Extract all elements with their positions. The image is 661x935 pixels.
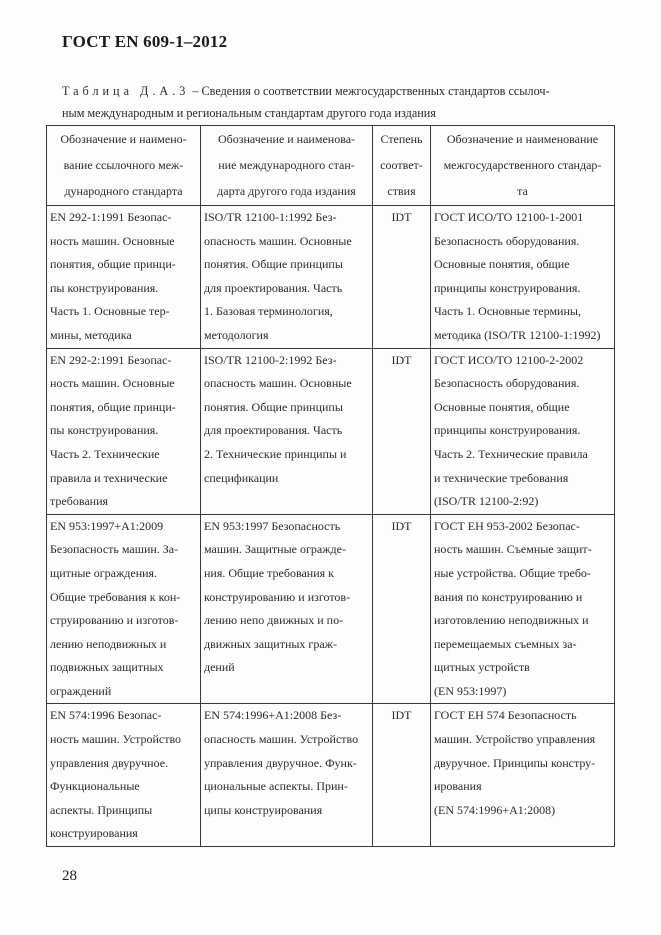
header-ref-standard: [47, 126, 201, 206]
cell-text-line: щитные ограждения.: [50, 565, 158, 580]
cell-text-line: методика (ISO/TR 12100-1:1992): [434, 327, 601, 342]
cell-text-line: ирования: [434, 779, 482, 794]
cell-text-line: машин. Устройство управления: [434, 732, 596, 747]
cell-text-line: методология: [204, 327, 269, 342]
cell-text-line: (EN 953:1997): [434, 683, 507, 698]
cell-text-line: ГОСТ ЕН 574 Безопасность: [434, 708, 577, 723]
cell-text-line: конструированию и изготов-: [204, 589, 351, 604]
table-row: [47, 206, 615, 349]
cell-text-line: ГОСТ ИСО/ТО 12100-2-2002: [434, 352, 584, 367]
cell-degree: IDT: [373, 704, 431, 847]
cell-text-line: Безопасность оборудования.: [434, 376, 580, 391]
cell-ref-standard: [47, 514, 201, 704]
cell-text-line: Часть 2. Технические: [50, 446, 160, 461]
cell-text-line: Степень: [380, 132, 423, 146]
cell-text-line: Функциональные: [50, 779, 140, 794]
cell-text-line: 2. Технические принципы и: [204, 446, 347, 461]
table-header-row: [47, 126, 615, 206]
cell-text-line: ные устройства. Общие требо-: [434, 565, 591, 580]
standards-table: [46, 125, 615, 847]
cell-ref-standard: [47, 348, 201, 514]
cell-text-line: дународного стандарта: [64, 184, 183, 198]
cell-text-line: пы конструирования.: [50, 423, 159, 438]
cell-text-line: опасность машин. Устройство: [204, 732, 359, 747]
cell-text-line: движных защитных граж-: [204, 636, 337, 651]
cell-text-line: изготовлению неподвижных и: [434, 613, 589, 628]
cell-text-line: мины, методика: [50, 327, 132, 342]
cell-text-line: струированию и изготов-: [50, 613, 179, 628]
cell-text-line: та: [517, 184, 528, 198]
cell-gost-standard: [431, 514, 615, 704]
cell-text-line: Основные понятия, общие: [434, 257, 570, 272]
table-caption-label: Таблица Д.А.3: [62, 84, 190, 98]
cell-text-line: EN 953:1997+A1:2009: [50, 518, 164, 533]
cell-text-line: принципы конструирования.: [434, 280, 581, 295]
cell-intl-standard: [201, 348, 373, 514]
cell-text-line: (EN 574:1996+A1:2008): [434, 802, 556, 817]
cell-text-line: понятия. Общие принципы: [204, 257, 343, 272]
cell-text-line: пы конструирования.: [50, 280, 159, 295]
cell-text-line: EN 292-2:1991 Безопас-: [50, 352, 172, 367]
cell-text-line: подвижных защитных: [50, 660, 164, 675]
cell-ref-standard: [47, 206, 201, 349]
cell-text-line: принципы конструирования.: [434, 423, 581, 438]
cell-text-line: опасность машин. Основные: [204, 233, 352, 248]
cell-text-line: ние международного стан-: [218, 158, 355, 172]
cell-text-line: Часть 1. Основные тер-: [50, 304, 170, 319]
cell-text-line: для проектирования. Часть: [204, 280, 343, 295]
cell-text-line: Обозначение и наименова-: [217, 132, 356, 146]
cell-text-line: ГОСТ ЕН 953-2002 Безопас-: [434, 518, 580, 533]
cell-text-line: Безопасность оборудования.: [434, 233, 580, 248]
cell-degree: IDT: [373, 206, 431, 349]
cell-text-line: ность машин. Устройство: [50, 732, 182, 747]
header-degree: [373, 126, 431, 206]
table-caption-line1: – Сведения о соответствии межгосударственных стандартов ссылоч-: [189, 84, 550, 98]
cell-text-line: EN 574:1996 Безопас-: [50, 708, 162, 723]
cell-intl-standard: [201, 206, 373, 349]
cell-gost-standard: [431, 348, 615, 514]
cell-text-line: опасность машин. Основные: [204, 376, 352, 391]
table-row: [47, 514, 615, 704]
cell-text-line: ния. Общие требования к: [204, 565, 334, 580]
cell-text-line: аспекты. Принципы: [50, 802, 153, 817]
cell-text-line: ность машин. Основные: [50, 376, 175, 391]
table-caption: [62, 80, 607, 124]
cell-text-line: двуручное. Принципы констру-: [434, 755, 596, 770]
document-title: ГОСТ EN 609-1–2012: [62, 32, 228, 51]
cell-text-line: Основные понятия, общие: [434, 399, 570, 414]
cell-text-line: (ISO/TR 12100-2:92): [434, 494, 539, 509]
cell-text-line: ность машин. Основные: [50, 233, 175, 248]
cell-text-line: EN 574:1996+A1:2008 Без-: [204, 708, 342, 723]
cell-intl-standard: [201, 514, 373, 704]
cell-text-line: спецификации: [204, 470, 279, 485]
cell-text-line: Часть 2. Технические правила: [434, 446, 588, 461]
cell-text-line: лению неподвижных и: [50, 636, 167, 651]
cell-text-line: лению непо движных и по-: [204, 613, 344, 628]
page-number: 28: [62, 868, 77, 884]
cell-ref-standard: [47, 704, 201, 847]
cell-text-line: требования: [50, 494, 109, 509]
cell-text-line: вание ссылочного меж-: [63, 158, 184, 172]
cell-text-line: ограждений: [50, 683, 112, 698]
header-intl-standard: [201, 126, 373, 206]
cell-text-line: циональные аспекты. Прин-: [204, 779, 348, 794]
cell-text-line: и технические требования: [434, 470, 569, 485]
cell-text-line: Часть 1. Основные термины,: [434, 304, 581, 319]
cell-text-line: понятия. Общие принципы: [204, 399, 343, 414]
cell-text-line: ность машин. Съемные защит-: [434, 542, 592, 557]
cell-text-line: для проектирования. Часть: [204, 423, 343, 438]
cell-text-line: понятия, общие принци-: [50, 399, 176, 414]
cell-degree: IDT: [373, 348, 431, 514]
cell-text-line: дений: [204, 660, 235, 675]
cell-text-line: понятия, общие принци-: [50, 257, 176, 272]
cell-text-line: 1. Базовая терминология,: [204, 304, 333, 319]
cell-text-line: Безопасность машин. За-: [50, 542, 179, 557]
cell-text-line: вания по конструированию и: [434, 589, 583, 604]
cell-text-line: EN 953:1997 Безопасность: [204, 518, 341, 533]
cell-text-line: межгосударственного стандар-: [443, 158, 602, 172]
cell-text-line: перемещаемых съемных за-: [434, 636, 577, 651]
cell-text-line: ГОСТ ИСО/ТО 12100-1-2001: [434, 210, 584, 224]
cell-text-line: управления двуручное. Функ-: [204, 755, 357, 770]
cell-text-line: Общие требования к кон-: [50, 589, 181, 604]
table-caption-line2: ным международным и региональным стандартам другого года издания: [62, 106, 436, 120]
cell-text-line: щитных устройств: [434, 660, 530, 675]
cell-degree: IDT: [373, 514, 431, 704]
cell-text-line: дарта другого года издания: [217, 184, 356, 198]
cell-gost-standard: [431, 704, 615, 847]
cell-text-line: ISO/TR 12100-2:1992 Без-: [204, 352, 337, 367]
cell-text-line: соответ-: [380, 158, 423, 172]
cell-text-line: правила и технические: [50, 470, 168, 485]
cell-text-line: ципы конструирования: [204, 802, 323, 817]
cell-text-line: EN 292-1:1991 Безопас-: [50, 210, 172, 224]
table-row: [47, 704, 615, 847]
cell-text-line: управления двуручное.: [50, 755, 169, 770]
cell-text-line: Обозначение и наименование: [446, 132, 599, 146]
cell-text-line: ствия: [387, 184, 416, 198]
cell-gost-standard: [431, 206, 615, 349]
cell-text-line: машин. Защитные огражде-: [204, 542, 346, 557]
cell-intl-standard: [201, 704, 373, 847]
table-row: [47, 348, 615, 514]
header-gost-standard: [431, 126, 615, 206]
cell-text-line: Обозначение и наимено-: [60, 132, 187, 146]
cell-text-line: конструирования: [50, 826, 138, 841]
cell-text-line: ISO/TR 12100-1:1992 Без-: [204, 210, 337, 224]
